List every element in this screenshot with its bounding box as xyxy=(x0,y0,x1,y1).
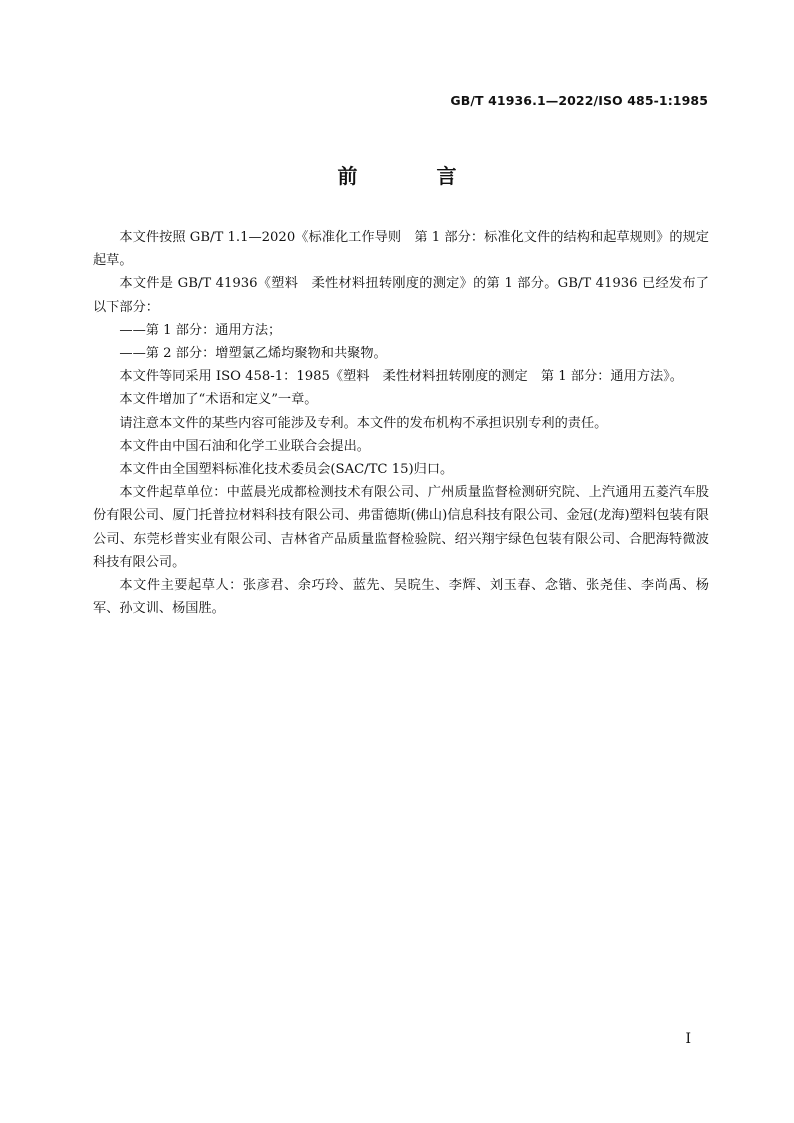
paragraph-drafting-rules: 本文件按照 GB/T 1.1—2020《标准化工作导则 第 1 部分：标准化文件的结构和起草规则》的规定起草。 xyxy=(93,230,709,269)
paragraph-added-chapter: 本文件增加了“术语和定义”一章。 xyxy=(119,392,318,408)
foreword-body xyxy=(93,226,709,620)
paragraph-equivalent-standard: 本文件等同采用 ISO 458-1：1985《塑料 柔性材料扭转刚度的测定 第 1 部分：通用方法》。 xyxy=(119,369,683,385)
standard-code-header: GB/T 41936.1—2022/ISO 485-1:1985 xyxy=(450,93,708,108)
list-item-part-1: ——第 1 部分：通用方法； xyxy=(119,322,282,338)
paragraph-main-drafters: 本文件主要起草人：张彦君、余巧玲、蓝先、吴晥生、李辉、刘玉春、念锴、张尧佳、李尚禹、杨军、孙文训、杨国胜。 xyxy=(93,578,709,617)
paragraph-patent-notice: 请注意本文件的某些内容可能涉及专利。本文件的发布机构不承担识别专利的责任。 xyxy=(119,415,608,431)
list-item-part-2: ——第 2 部分：增塑氯乙烯均聚物和共聚物。 xyxy=(119,346,387,362)
page-number: I xyxy=(685,1031,691,1047)
paragraph-drafting-organizations: 本文件起草单位：中蓝晨光成都检测技术有限公司、广州质量监督检测研究院、上汽通用五菱汽车股份有限公司、厦门托普拉材料科技有限公司、弗雷德斯(佛山)信息科技有限公司、金冠(龙海)塑料包装有限公司、东莞杉普实业有限公司、吉林省产品质量监督检验院、绍兴翔宇绿色包装有限公司、合肥海特微波科技有限公司。 xyxy=(93,485,709,570)
paragraph-proposed-by: 本文件由中国石油和化学工业联合会提出。 xyxy=(119,438,370,454)
page-title: 前 言 xyxy=(337,164,493,188)
paragraph-series-parts: 本文件是 GB/T 41936《塑料 柔性材料扭转刚度的测定》的第 1 部分。GB/T 41936 已经发布了以下部分： xyxy=(93,276,709,315)
paragraph-administered-by: 本文件由全国塑料标准化技术委员会(SAC/TC 15)归口。 xyxy=(119,462,454,478)
